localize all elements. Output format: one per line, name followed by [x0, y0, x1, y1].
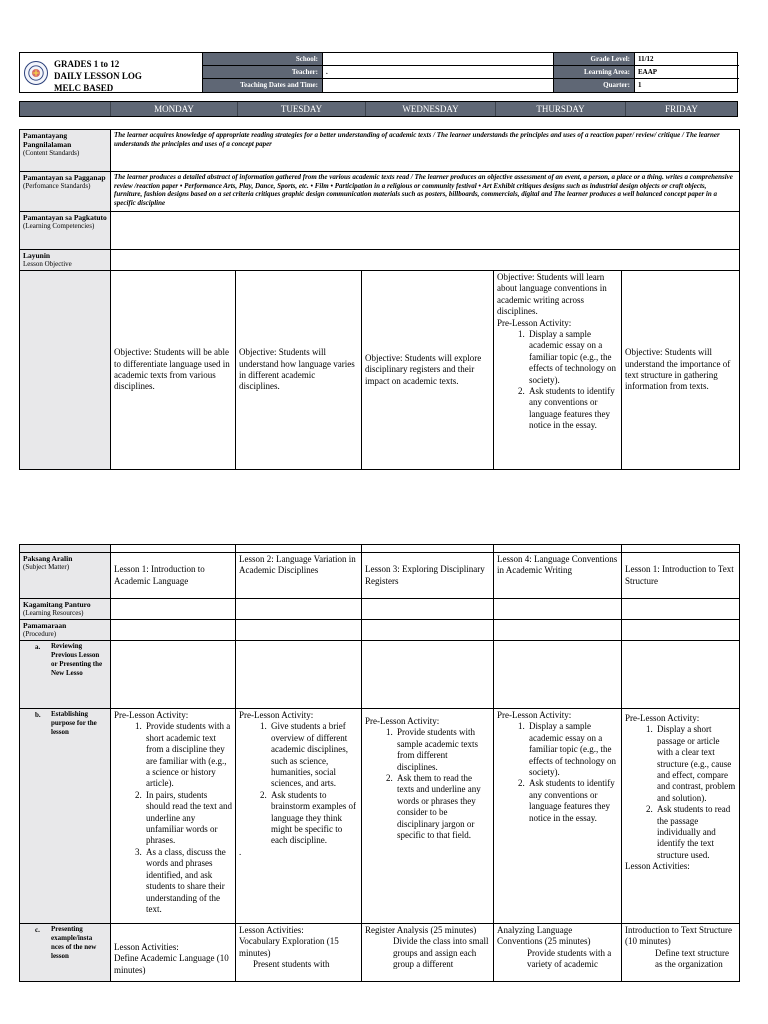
reviewing-wednesday[interactable] — [362, 641, 494, 709]
purpose-tuesday-list — [239, 721, 358, 846]
subject-matter-label — [20, 553, 111, 599]
purpose-friday-list — [625, 724, 736, 861]
procedure-tuesday — [236, 620, 362, 641]
purpose-title: Establishing purpose for the lesson — [51, 710, 97, 736]
objective-thursday-pre: Pre-Lesson Activity: — [497, 317, 572, 328]
subject-thursday: Lesson 4: Language Conventions in Academic Writing — [494, 553, 622, 599]
info-column-left — [203, 53, 553, 92]
reviewing-mark: a. — [35, 643, 41, 651]
procedure-wednesday — [362, 620, 494, 641]
objective-label — [20, 250, 111, 271]
presenting-tuesday-text: Vocabulary Exploration (15 minutes) — [239, 936, 339, 958]
objective-friday: Objective: Students will understand the importance of text structure in gathering information from texts. — [622, 271, 740, 470]
objective-tuesday: Objective: Students will understand how language varies in different academic disciplines. — [236, 271, 362, 470]
procedure-thursday — [494, 620, 622, 641]
content-standards-text — [111, 130, 740, 172]
teacher-label: Teacher: — [203, 66, 323, 78]
list-item: 2. Ask them to read the texts and underline any words or phrases they consider to be disciplinary jargon or specific to that field. — [395, 773, 490, 841]
list-item: 3. As a class, discuss the words and phrases identified, and ask students to share their understanding of the text. — [144, 847, 232, 915]
procedure-title: Pamamaraan — [23, 621, 67, 630]
purpose-wednesday-list — [365, 727, 490, 841]
grades-label: GRADES 1 to 12 — [54, 59, 120, 69]
day-header-blank — [20, 102, 111, 116]
resources-monday[interactable] — [111, 599, 236, 620]
reviewing-label — [20, 641, 111, 709]
performance-standards-sub: (Perfomance Standards) — [23, 182, 91, 190]
reviewing-thursday[interactable] — [494, 641, 622, 709]
subject-friday: Lesson 1: Introduction to Text Structure — [622, 553, 740, 599]
presenting-friday-body: Define text structure as the organization — [655, 947, 729, 970]
procedure-monday — [111, 620, 236, 641]
purpose-friday-pre: Pre-Lesson Activity: — [625, 713, 700, 723]
procedure-row — [20, 620, 740, 641]
learning-competencies-sub: (Learning Competencies) — [23, 222, 95, 230]
melc-label: MELC BASED — [54, 83, 114, 93]
objective-thursday-list — [497, 329, 618, 432]
subject-tuesday: Lesson 2: Language Variation in Academic Disciplines — [236, 553, 362, 599]
presenting-thursday-body: Provide students with a variety of academic — [527, 947, 612, 970]
purpose-label — [20, 709, 111, 924]
presenting-wednesday-heading: Register Analysis (25 minutes) — [365, 925, 477, 935]
performance-standards-body: The learner produces a detailed abstract of information gathered from the various academic texts read / The learner produces an objective assessment of an event, a person, a place or a thing. writes a comprehensive review /reaction paper • Performance Arts, Play, Dance, Sports, etc. • Film • Participation in a religious or community festival • Art Exhibit critiques designs such as industrial design objects or craft objects, furniture, fashion designs based on a set criteria critiques graphic design communication materials such as posters, billboards, commercials, digital and The learner produces a well balanced concept paper in a specific discipline — [114, 173, 733, 207]
resources-sub: (Learning Resources) — [23, 609, 84, 617]
presenting-title: Presenting example/insta nces of the new lesson — [51, 925, 97, 960]
purpose-monday-list — [114, 721, 232, 915]
learning-competencies-title: Pamantayan sa Pagkatuto — [23, 213, 107, 222]
presenting-label — [20, 924, 111, 982]
resources-friday[interactable] — [622, 599, 740, 620]
performance-standards-text — [111, 172, 740, 212]
learning-competencies-field[interactable] — [111, 212, 740, 250]
subject-matter-title: Paksang Aralin — [23, 554, 73, 563]
objective-sub: Lesson Objective — [23, 260, 72, 268]
quarter-label: Quarter: — [553, 79, 635, 92]
list-item: 2. Ask students to identify any conventions or language features they notice in the essay. — [527, 386, 618, 432]
grade-field[interactable]: 11/12 — [638, 55, 654, 63]
list-item: 2. In pairs, students should read the text and underline any unfamiliar words or phrases. — [144, 790, 232, 847]
resources-row — [20, 599, 740, 620]
deped-seal-icon — [24, 61, 48, 85]
purpose-friday-post: Lesson Activities: — [625, 861, 690, 872]
header-block — [19, 52, 738, 93]
area-row — [553, 66, 739, 79]
purpose-monday-pre: Pre-Lesson Activity: — [114, 710, 189, 720]
area-label: Learning Area: — [553, 66, 635, 78]
reviewing-friday[interactable] — [622, 641, 740, 709]
list-item: 1. Display a short passage or article with a clear text structure (e.g., cause and effect, compare and contrast, problem and solution). — [655, 724, 736, 804]
presenting-monday-heading: Lesson Activities: — [114, 942, 179, 952]
school-label: School: — [203, 53, 323, 65]
procedure-friday — [622, 620, 740, 641]
day-friday: FRIDAY — [665, 104, 698, 114]
school-row — [203, 53, 553, 66]
purpose-wednesday-pre: Pre-Lesson Activity: — [365, 716, 440, 726]
reviewing-monday[interactable] — [111, 641, 236, 709]
brand-text — [54, 58, 142, 94]
content-standards-body: The learner acquires knowledge of appropriate reading strategies for a better understanding of academic texts / The learner understands the principles and uses of a reaction paper/ review/ critique / The learner understands the principles and uses of a concept paper — [114, 131, 720, 148]
spacer-cell — [20, 545, 111, 553]
purpose-tuesday-trail: . — [239, 846, 242, 857]
list-item: 2. Ask students to identify any conventions or language features they notice in the essay. — [527, 778, 618, 824]
day-header-bar — [19, 101, 738, 117]
presenting-tuesday-body: Present students with — [253, 959, 330, 970]
objective-header-row — [20, 250, 740, 271]
brand-cell — [20, 53, 203, 92]
presenting-mark: c. — [35, 926, 40, 934]
purpose-tuesday — [236, 709, 362, 924]
grade-label: Grade Level: — [553, 53, 635, 65]
spacer-cell — [111, 545, 236, 553]
purpose-thursday-pre: Pre-Lesson Activity: — [497, 710, 572, 720]
presenting-friday-heading: Introduction to Text Structure (10 minutes) — [625, 925, 732, 947]
presenting-friday — [622, 924, 740, 982]
subject-matter-row — [20, 553, 740, 599]
list-item: 1. Display a sample academic essay on a familiar topic (e.g., the effects of technology on society). — [527, 329, 618, 386]
performance-standards-title: Pamantayan sa Pagganap — [23, 173, 106, 182]
procedure-sub: (Procedure) — [23, 630, 57, 638]
spacer-cell — [622, 545, 740, 553]
dates-label: Teaching Dates and Time: — [203, 79, 323, 92]
resources-title: Kagamitang Panturo — [23, 600, 91, 609]
dates-field[interactable] — [323, 79, 553, 92]
day-wednesday: WEDNESDAY — [366, 102, 496, 116]
spacer-row — [20, 545, 740, 553]
presenting-thursday-heading: Analyzing Language Conventions (25 minutes) — [497, 925, 591, 947]
purpose-tuesday-pre: Pre-Lesson Activity: — [239, 710, 314, 720]
objective-title: Layunin — [23, 251, 51, 260]
presenting-monday-text: Define Academic Language (10 minutes) — [114, 953, 229, 975]
reviewing-tuesday[interactable] — [236, 641, 362, 709]
list-item: 1. Provide students with a short academic text from a discipline they are familiar with (e.g., a science or history article). — [144, 721, 232, 789]
lesson-table-2 — [19, 544, 740, 982]
day-tuesday: TUESDAY — [238, 102, 366, 116]
purpose-mark: b. — [35, 711, 41, 719]
day-monday: MONDAY — [111, 102, 238, 116]
content-standards-row — [20, 130, 740, 172]
resources-tuesday[interactable] — [236, 599, 362, 620]
presenting-tuesday — [236, 924, 362, 982]
reviewing-title: Reviewing Previous Lesson or Presenting the New Lesso — [51, 642, 103, 677]
content-standards-title: Pamantayang Pangnilalaman — [23, 131, 72, 149]
purpose-friday — [622, 709, 740, 924]
objectives-side-blank — [20, 271, 111, 470]
presenting-wednesday-body: Divide the class into small groups and assign each group a different — [393, 936, 489, 970]
objective-thursday — [494, 271, 622, 470]
list-item: 2. Ask students to read the passage individually and identify the text structure used. — [655, 804, 736, 861]
school-field[interactable] — [323, 53, 553, 65]
purpose-row — [20, 709, 740, 924]
purpose-monday — [111, 709, 236, 924]
list-item: 1. Display a sample academic essay on a familiar topic (e.g., the effects of technology on society). — [527, 721, 618, 778]
objective-thursday-intro: Objective: Students will learn about language conventions in academic writing across disciplines. — [497, 272, 607, 317]
spacer-cell — [236, 545, 362, 553]
lesson-table-1 — [19, 129, 740, 470]
performance-standards-label — [20, 172, 111, 212]
content-standards-sub: (Content Standards) — [23, 149, 80, 157]
objectives-row — [20, 271, 740, 470]
subject-monday: Lesson 1: Introduction to Academic Language — [111, 553, 236, 599]
resources-wednesday[interactable] — [362, 599, 494, 620]
performance-standards-row — [20, 172, 740, 212]
list-item: 1. Provide students with sample academic texts from different disciplines. — [395, 727, 490, 773]
learning-competencies-label — [20, 212, 111, 250]
resources-label — [20, 599, 111, 620]
presenting-row — [20, 924, 740, 982]
content-standards-label — [20, 130, 111, 172]
learning-competencies-row — [20, 212, 740, 250]
reviewing-row — [20, 641, 740, 709]
objective-header-field — [111, 250, 740, 271]
presenting-tuesday-heading: Lesson Activities: — [239, 925, 304, 935]
spacer-cell — [362, 545, 494, 553]
info-column-right — [553, 53, 739, 92]
teacher-field[interactable]: . — [326, 68, 328, 76]
presenting-thursday — [494, 924, 622, 982]
spacer-cell — [494, 545, 622, 553]
log-label: DAILY LESSON LOG — [54, 71, 142, 81]
subject-wednesday: Lesson 3: Exploring Disciplinary Registers — [362, 553, 494, 599]
list-item: 1. Give students a brief overview of different academic disciplines, such as science, humanities, social sciences, and arts. — [269, 721, 358, 789]
grade-row — [553, 53, 739, 66]
purpose-thursday-list — [497, 721, 618, 824]
dates-row — [203, 79, 553, 92]
procedure-label — [20, 620, 111, 641]
teacher-row — [203, 66, 553, 79]
subject-matter-sub: (Subject Matter) — [23, 563, 70, 571]
purpose-wednesday — [362, 709, 494, 924]
quarter-field[interactable]: 1 — [638, 81, 642, 89]
purpose-thursday — [494, 709, 622, 924]
quarter-row — [553, 79, 739, 92]
objective-monday: Objective: Students will be able to differentiate language used in academic texts from various disciplines. — [111, 271, 236, 470]
presenting-monday — [111, 924, 236, 982]
objective-wednesday: Objective: Students will explore disciplinary registers and their impact on academic texts. — [362, 271, 494, 470]
list-item: 2. Ask students to brainstorm examples of language they think might be specific to each discipline. — [269, 790, 358, 847]
presenting-wednesday — [362, 924, 494, 982]
area-field[interactable]: EAAP — [638, 68, 658, 76]
day-thursday: THURSDAY — [496, 102, 626, 116]
resources-thursday[interactable] — [494, 599, 622, 620]
